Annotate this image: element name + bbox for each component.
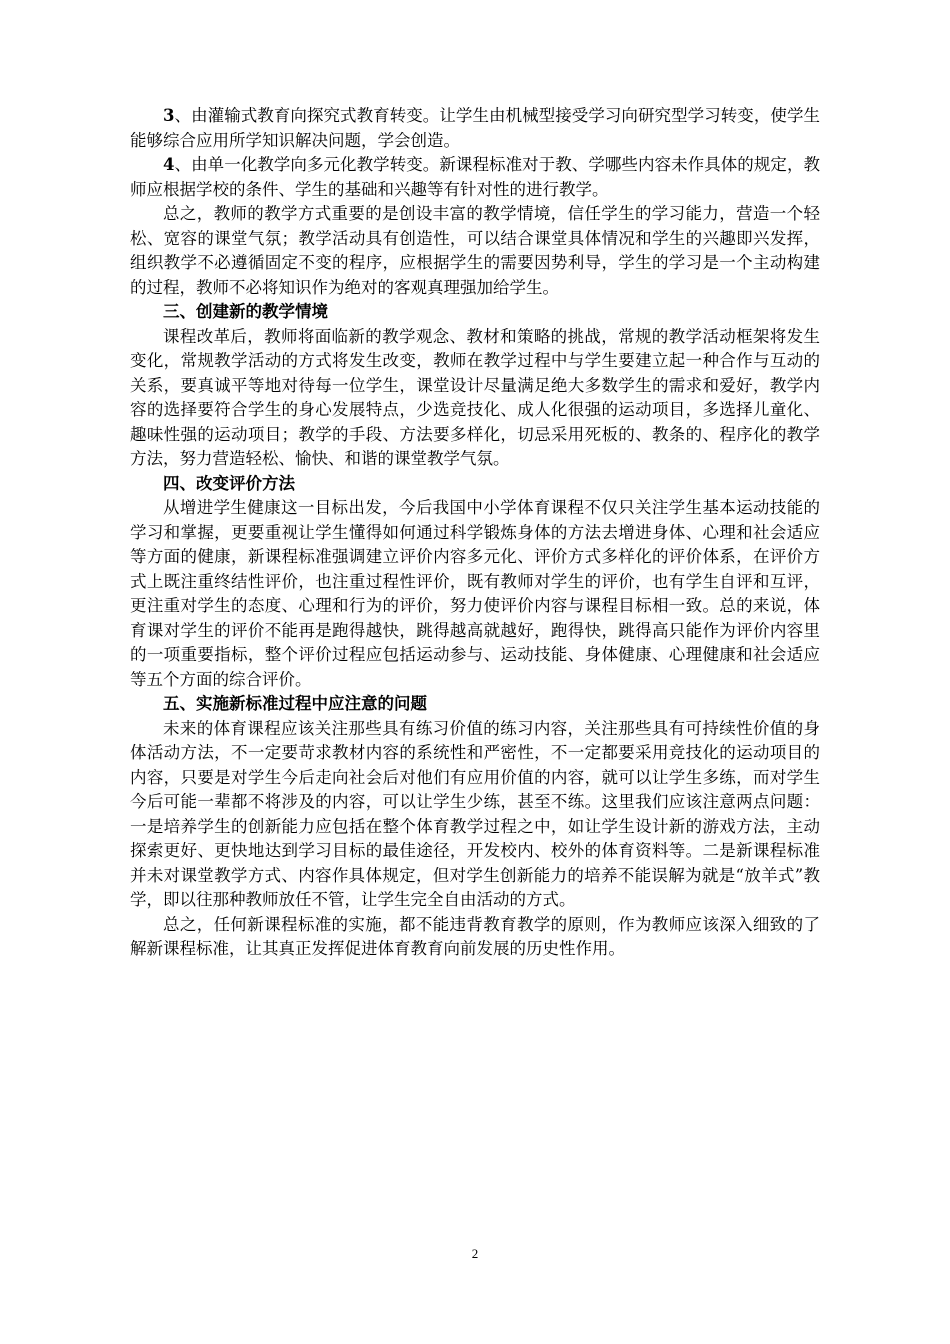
paragraph-text: 未来的体育课程应该关注那些具有练习价值的练习内容，关注那些具有可持续性价值的身体活动方法，不一定要苛求教材内容的系统性和严密性，不一定都要采用竞技化的运动项目的内容，只要是对学生今后走向社会后对他们有应用价值的内容，就可以让学生多练，而对学生今后可能一辈都不将涉及的内容，可以让学生少练，甚至不练。这里我们应该注意两点问题：一是培养学生的创新能力应包括在整个体育教学过程之中，如让学生设计新的游戏方法，主动探索更好、更快地达到学习目标的最佳途径，开发校内、校外的体育资料等。二是新课程标准并未对课堂教学方式、内容作具体规定，但对学生创新能力的培养不能误解为就是“放羊式”教学，即以往那种教师放任不管，让学生完全自由活动的方式。 — [130, 718, 820, 909]
paragraph-text: 课程改革后，教师将面临新的教学观念、教材和策略的挑战，常规的教学活动框架将发生变化，常规教学活动的方式将发生改变，教师在教学过程中与学生要建立起一种合作与互动的关系，要真诚平等地对待每一位学生，课堂设计尽量满足绝大多数学生的需求和爱好，教学内容的选择要符合学生的身心发展特点，少选竞技化、成人化很强的运动项目，多选择儿童化、趣味性强的运动项目；教学的手段、方法要多样化，切忌采用死板的、教条的、程序化的教学方法，努力营造轻松、愉快、和谐的课堂教学气氛。 — [130, 326, 820, 468]
paragraph-summary-1 — [130, 202, 820, 300]
paragraph-text: 总之，教师的教学方式重要的是创设丰富的教学情境，信任学生的学习能力，营造一个轻松、宽容的课堂气氛；教学活动具有创造性，可以结合课堂具体情况和学生的兴趣即兴发挥，组织教学不必遵循固定不变的程序，应根据学生的需要因势利导，学生的学习是一个主动构建的过程，教师不必将知识作为绝对的客观真理强加给学生。 — [130, 204, 820, 297]
paragraph-section-5 — [130, 717, 820, 913]
paragraph-text: 、由单一化教学向多元化教学转变。新课程标准对于教、学哪些内容未作具体的规定，教师应根据学校的条件、学生的基础和兴趣等有针对性的进行教学。 — [130, 155, 820, 199]
section-heading-5: 五、实施新标准过程中应注意的问题 — [163, 694, 427, 713]
page-number: 2 — [471, 1246, 479, 1261]
paragraph-section-4 — [130, 496, 820, 692]
section-heading-4: 四、改变评价方法 — [163, 473, 295, 493]
paragraph-text: 从增进学生健康这一目标出发，今后我国中小学体育课程不仅只关注学生基本运动技能的学习和掌握，更要重视让学生懂得如何通过科学锻炼身体的方法去增进身体、心理和社会适应等方面的健康，新课程标准强调建立评价内容多元化、评价方式多样化的评价体系，在评价方式上既注重终结性评价，也注重过程性评价，既有教师对学生的评价，也有学生自评和互评，更注重对学生的态度、心理和行为的评价，努力使评价内容与课程目标相一致。总的来说，体育课对学生的评价不能再是跑得越快，跳得越高就越好，跑得快，跳得高只能作为评价内容里的一项重要指标，整个评价过程应包括运动参与、运动技能、身体健康、心理健康和社会适应等五个方面的综合评价。 — [130, 498, 820, 689]
paragraph-item-3 — [130, 104, 820, 153]
paragraph-text: 总之，任何新课程标准的实施，都不能违背教育教学的原则，作为教师应该深入细致的了解新课程标准，让其真正发挥促进体育教育向前发展的历史性作用。 — [130, 914, 820, 958]
paragraph-section-3 — [130, 325, 820, 472]
document-body — [130, 104, 820, 962]
paragraph-item-4 — [130, 153, 820, 202]
item-number: 3 — [163, 106, 175, 125]
item-number: 4 — [163, 155, 175, 174]
paragraph-conclusion — [130, 913, 820, 962]
paragraph-text: 、由灌输式教育向探究式教育转变。让学生由机械型接受学习向研究型学习转变，使学生能够综合应用所学知识解决问题，学会创造。 — [130, 106, 820, 150]
section-heading-3: 三、创建新的教学情境 — [163, 302, 328, 321]
